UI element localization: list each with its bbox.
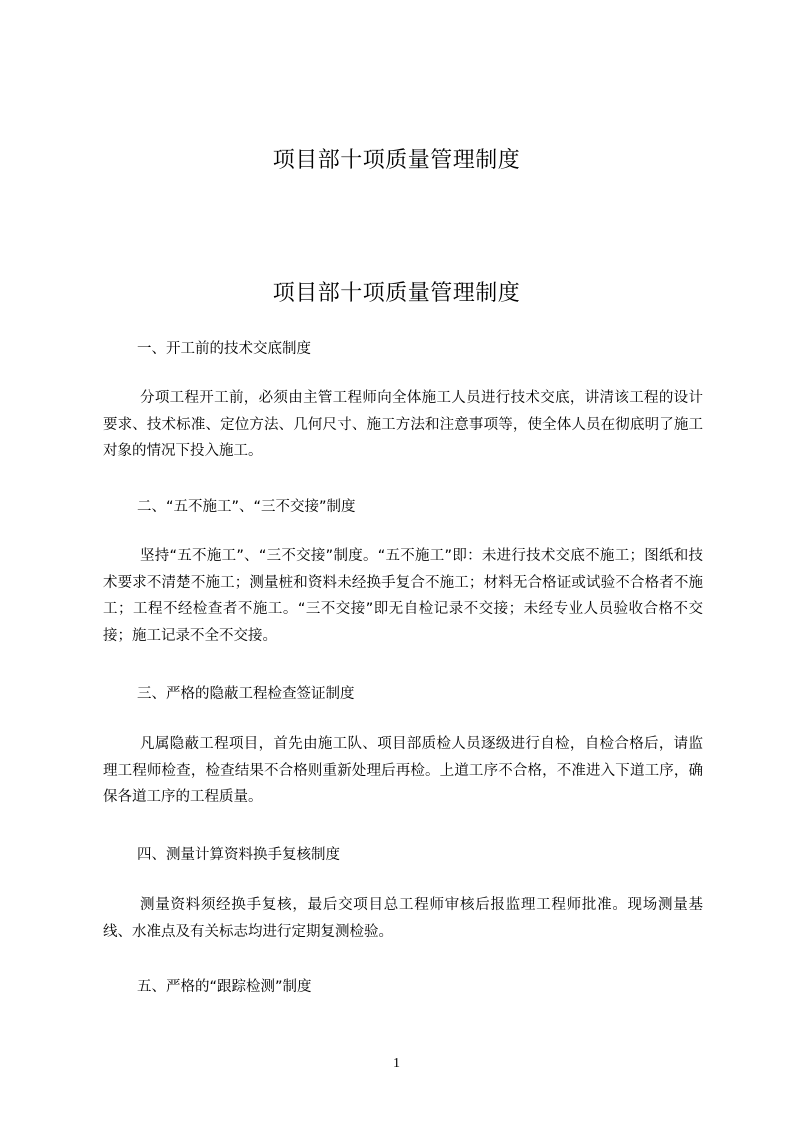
section-body-3: 凡属隐蔽工程项目，首先由施工队、项目部质检人员逐级进行自检，自检合格后，请监理工程师检查，检查结果不合格则重新处理后再检。上道工序不合格，不准进入下道工序，确保各道工序的工程质量。 xyxy=(103,736,703,805)
section-heading-2: 二、“五不施工”、“三不交接”制度 xyxy=(137,499,356,515)
section-heading-4: 四、测量计算资料换手复核制度 xyxy=(137,847,340,863)
section-heading-3: 三、严格的隐蔽工程检查签证制度 xyxy=(137,686,355,702)
page-number: 1 xyxy=(393,1056,400,1071)
cover-title: 项目部十项质量管理制度 xyxy=(272,148,521,173)
section-heading-1: 一、开工前的技术交底制度 xyxy=(137,341,311,357)
section-heading-5: 五、严格的“跟踪检测”制度 xyxy=(137,979,312,995)
section-body-2: 坚持“五不施工”、“三不交接”制度。“五不施工”即：未进行技术交底不施工；图纸和技术要求不清楚不施工；测量桩和资料未经换手复合不施工；材料无合格证或试验不合格者不施工；工程不经检查者不施工。“三不交接”即无自检记录不交接；未经专业人员验收合格不交接；施工记录不全不交接。 xyxy=(103,548,703,644)
section-body-1: 分项工程开工前，必须由主管工程师向全体施工人员进行技术交底，讲清该工程的设计要求、技术标准、定位方法、几何尺寸、施工方法和注意事项等，使全体人员在彻底明了施工对象的情况下投入施工。 xyxy=(103,390,703,459)
main-title: 项目部十项质量管理制度 xyxy=(272,281,521,306)
section-body-4: 测量资料须经换手复核，最后交项目总工程师审核后报监理工程师批准。现场测量基线、水准点及有关标志均进行定期复测检验。 xyxy=(103,897,703,940)
